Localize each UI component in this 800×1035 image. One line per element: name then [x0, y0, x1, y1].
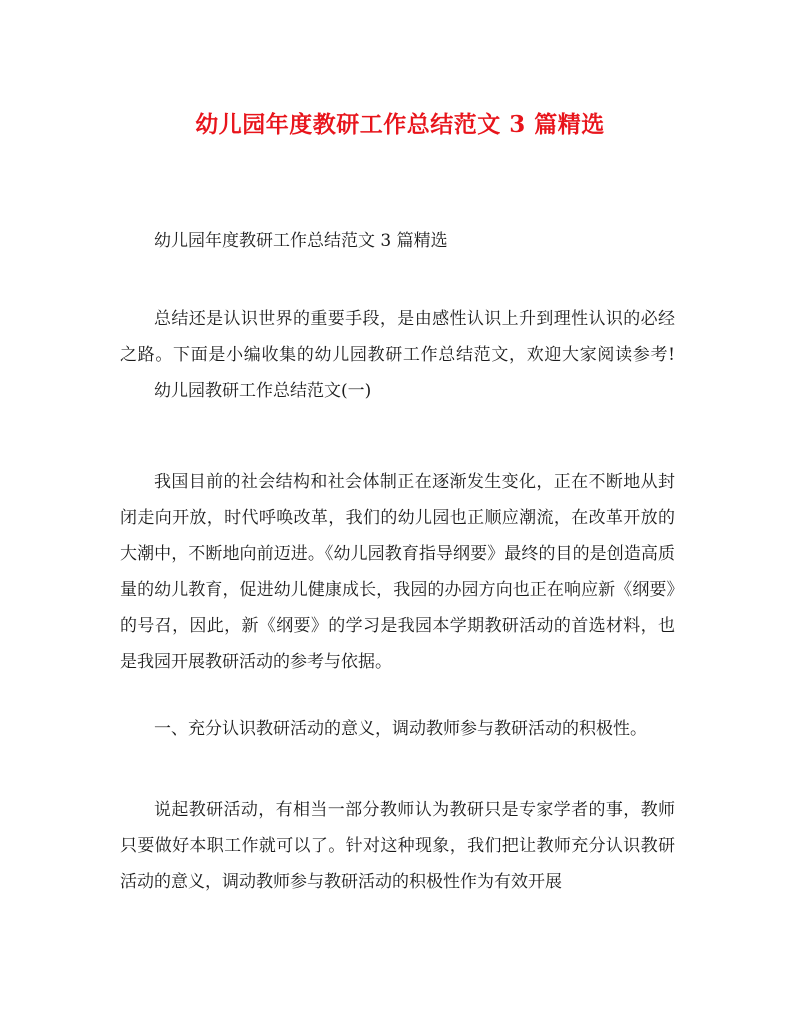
document-title: 幼儿园年度教研工作总结范文 3 篇精选	[195, 111, 605, 138]
body-paragraph-2: 说起教研活动，有相当一部分教师认为教研只是专家学者的事，教师只要做好本职工作就可以了。针对这种现象，我们把让教师充分认识教研活动的意义，调动教师参与教研活动的积极性作为有效开展	[120, 800, 675, 892]
document-subtitle: 幼儿园年度教研工作总结范文 3 篇精选	[154, 231, 448, 251]
section-heading-one: 幼儿园教研工作总结范文(一)	[154, 381, 372, 401]
body-paragraph-1: 我国目前的社会结构和社会体制正在逐渐发生变化，正在不断地从封闭走向开放，时代呼唤改革，我们的幼儿园也正顺应潮流，在改革开放的大潮中，不断地向前迈进。《幼儿园教育指导纲要》最终的目的是创造高质量的幼儿教育，促进幼儿健康成长，我园的办园方向也正在响应新《纲要》的号召，因此，新《纲要》的学习是我园本学期教研活动的首选材料，也是我园开展教研活动的参考与依据。	[120, 472, 675, 672]
intro-text: 总结还是认识世界的重要手段，是由感性认识上升到理性认识的必经之路。下面是小编收集的幼儿园教研工作总结范文，欢迎大家阅读参考!	[120, 309, 675, 365]
intro-paragraph	[120, 301, 675, 409]
subsection-heading-1: 一、充分认识教研活动的意义，调动教师参与教研活动的积极性。	[154, 719, 647, 739]
